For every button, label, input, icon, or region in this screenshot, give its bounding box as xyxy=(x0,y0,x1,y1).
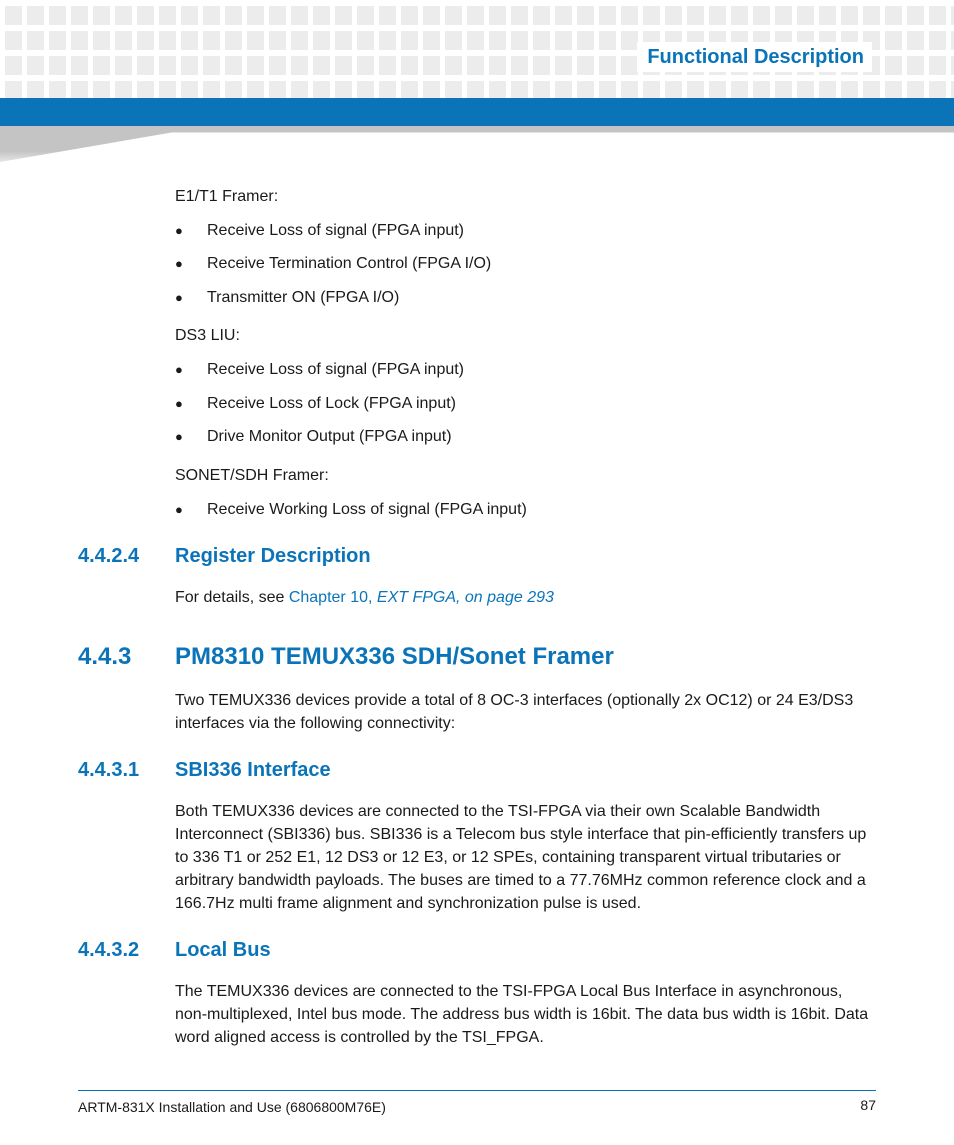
section-number: 4.4.3 xyxy=(78,643,132,670)
list-item xyxy=(175,252,491,275)
text-prefix: For details, see xyxy=(175,589,289,606)
section-number: 4.4.3.1 xyxy=(78,759,140,781)
header-title: Functional Description xyxy=(637,42,872,72)
page-link[interactable]: EXT FPGA, on page 293 xyxy=(376,589,554,606)
section-title: SBI336 Interface xyxy=(175,759,331,781)
heading-pm8310 xyxy=(78,643,614,671)
heading-register-description xyxy=(78,545,371,568)
section-title: Local Bus xyxy=(175,939,271,961)
sbi336-text: Both TEMUX336 devices are connected to the TSI-FPGA via their own Scalable Bandwidth Interconnect (SBI336) bus. SBI336 is a Telecom bus style interface that pin-efficiently transfers up to 336 T1 or 252 E1, 12 DS3 or 12 E3, or 12 SPEs, containing transparent virtual tributaries or arbitrary bandwidth payloads. The buses are timed to a 77.76MHz common reference clock and a 166.7Hz multi frame alignment and synchronization pulse is used. xyxy=(175,803,867,912)
chapter-link[interactable]: Chapter 10, xyxy=(288,589,377,606)
section-number: 4.4.3.2 xyxy=(78,939,140,961)
list-item-text: Receive Loss of signal (FPGA input) xyxy=(207,361,465,378)
list-item xyxy=(175,392,456,415)
footer-divider xyxy=(78,1090,876,1091)
section-title: Register Description xyxy=(175,545,371,567)
section-number: 4.4.2.4 xyxy=(78,545,140,567)
bullet-icon: ● xyxy=(175,256,183,271)
heading-sbi336 xyxy=(78,759,331,782)
list-item-text: Receive Termination Control (FPGA I/O) xyxy=(207,255,492,272)
footer-page-number: 87 xyxy=(860,1097,876,1113)
section-title: PM8310 TEMUX336 SDH/Sonet Framer xyxy=(175,643,614,670)
heading-local-bus xyxy=(78,939,271,962)
pm8310-text: Two TEMUX336 devices provide a total of 8 OC-3 interfaces (optionally 2x OC12) or 24 E3/DS3 interfaces via the following connectivity: xyxy=(175,692,854,732)
ds3-label: DS3 LIU: xyxy=(175,327,240,344)
bullet-icon: ● xyxy=(175,362,183,377)
list-item-text: Receive Working Loss of signal (FPGA input) xyxy=(207,501,527,518)
list-item xyxy=(175,286,399,309)
header-blue-bar xyxy=(0,98,954,126)
bullet-icon: ● xyxy=(175,290,183,305)
list-item xyxy=(175,425,452,448)
list-item-text: Drive Monitor Output (FPGA input) xyxy=(207,428,452,445)
header-grey-swoosh xyxy=(0,126,954,162)
e1t1-label: E1/T1 Framer: xyxy=(175,188,279,205)
list-item xyxy=(175,358,464,381)
local-bus-text: The TEMUX336 devices are connected to the TSI-FPGA Local Bus Interface in asynchronous, non-multiplexed, Intel bus mode. The address bus width is 16bit. The data bus width is 16bit. Data word aligned access is controlled by the TSI_FPGA. xyxy=(175,983,869,1046)
bullet-icon: ● xyxy=(175,223,183,238)
footer-doc-title: ARTM-831X Installation and Use (6806800M76E) xyxy=(78,1099,386,1115)
bullet-icon: ● xyxy=(175,502,183,517)
list-item xyxy=(175,498,527,521)
list-item-text: Receive Loss of signal (FPGA input) xyxy=(207,222,465,239)
register-description-text xyxy=(175,586,875,609)
list-item-text: Transmitter ON (FPGA I/O) xyxy=(207,289,400,306)
sonet-label: SONET/SDH Framer: xyxy=(175,467,329,484)
bullet-icon: ● xyxy=(175,429,183,444)
list-item-text: Receive Loss of Lock (FPGA input) xyxy=(207,395,456,412)
bullet-icon: ● xyxy=(175,396,183,411)
list-item xyxy=(175,219,464,242)
